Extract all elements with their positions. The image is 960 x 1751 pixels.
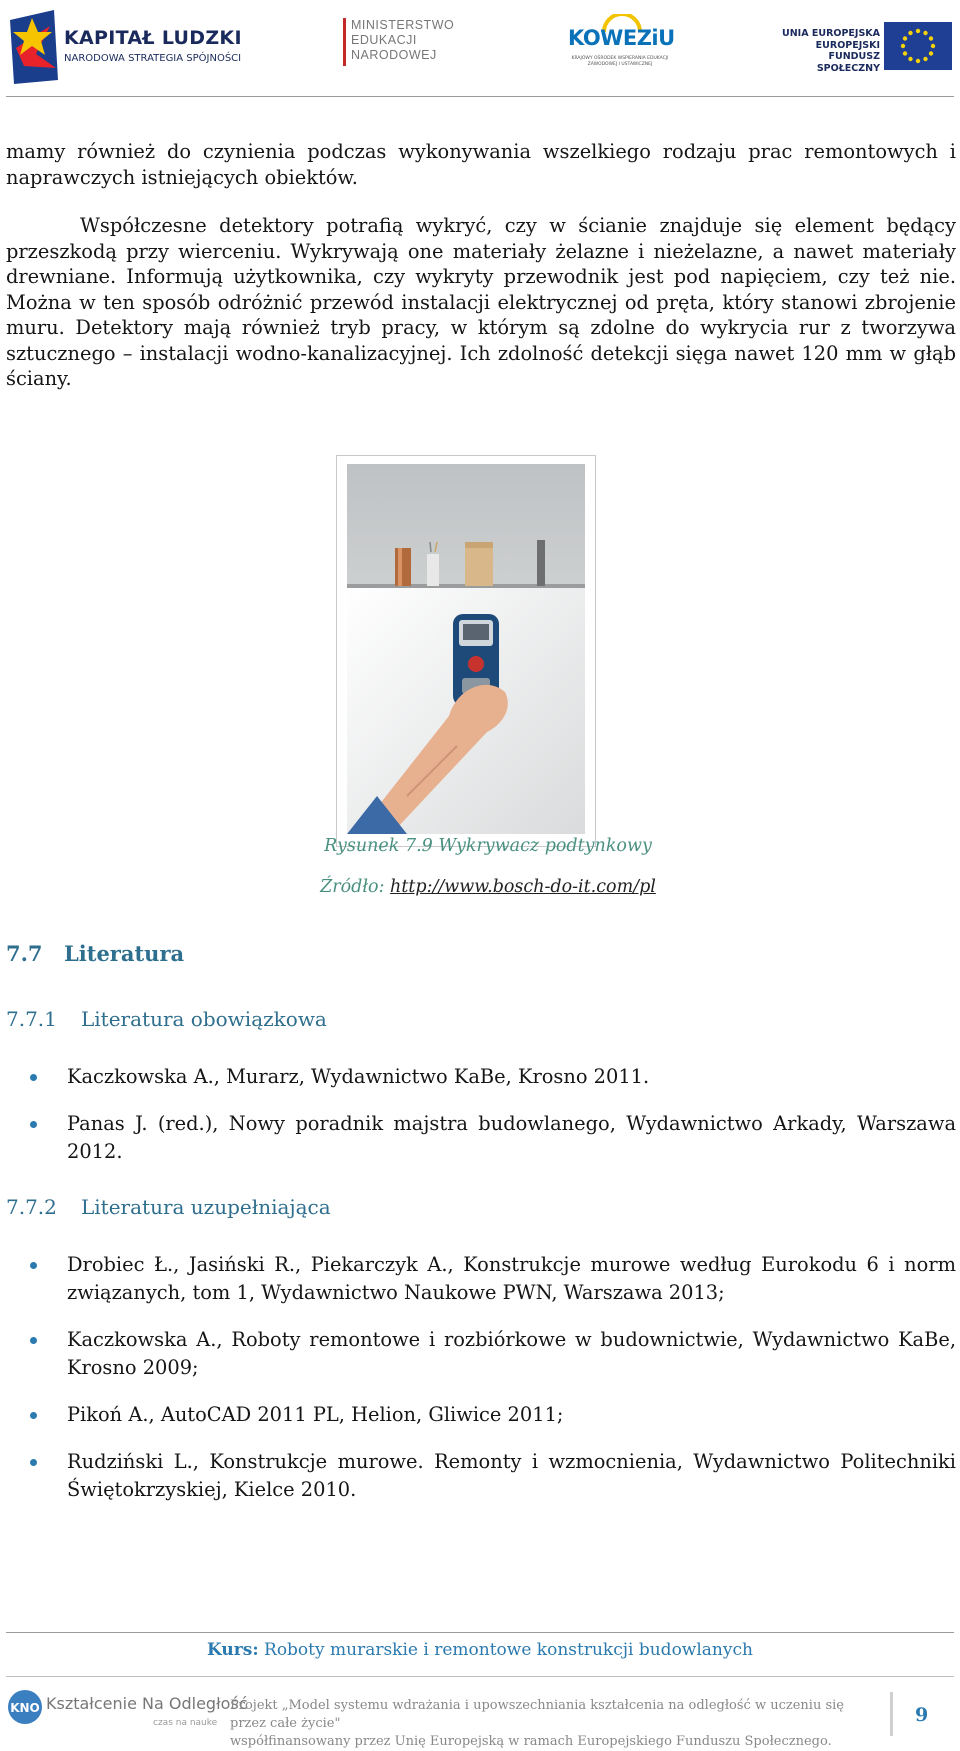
kno-logo-text: Kształcenie Na Odległość [46, 1694, 248, 1713]
source-label: Źródło: [320, 877, 391, 897]
list-item: Rudziński L., Konstrukcje murowe. Remonty i wzmocnienia, Wydawnictwo Politechniki Świętokrzyskiej, Kielce 2010. [6, 1448, 956, 1504]
project-line: Projekt „Model systemu wdrażania i upowszechniania kształcenia na odległość w uczeniu się przez całe życie" [230, 1698, 844, 1731]
ue-line: EUROPEJSKI [815, 39, 880, 51]
figure-frame [336, 455, 596, 847]
men-line: EDUKACJI [351, 33, 417, 47]
course-line [0, 1640, 960, 1660]
ue-line: UNIA EUROPEJSKA [782, 28, 880, 39]
header-divider [6, 96, 954, 97]
course-label: Kurs: [207, 1640, 259, 1660]
list-item: Kaczkowska A., Roboty remontowe i rozbiórkowe w budownictwie, Wydawnictwo KaBe, Krosno 2009; [6, 1326, 956, 1382]
course-name: Roboty murarskie i remontowe konstrukcji budowlanych [258, 1640, 753, 1660]
section-title: Literatura [64, 941, 185, 966]
paragraph [6, 139, 956, 190]
kno-logo-subtitle: czas na nauke [153, 1718, 218, 1728]
paragraph-text: Współczesne detektory potrafią wykryć, czy w ścianie znajduje się element będący przeszkodą przy wierceniu. Wykrywają one materiały żelazne i nieżelazne, a nawet materiały drewniane. Informują użytkownika, czy wykryty przewodnik jest pod napięciem, czy też nie. Można w ten sposób odróżnić przewód instalacji elektrycznej od pręta, który stanowi zbrojenie muru. Detektory mają również tryb pracy, w którym są zdolne do wykrycia rur z tworzywa sztucznego – instalacji wodno-kanalizacyjnej. Ich zdolność detekcji sięga nawet 120 mm w głąb ściany. [6, 214, 956, 390]
page-number: 9 [915, 1704, 929, 1726]
men-line: NARODOWEJ [351, 48, 437, 62]
eu-flag-icon [884, 22, 952, 70]
list-item: Pikoń A., AutoCAD 2011 PL, Helion, Gliwice 2011; [6, 1401, 956, 1429]
svg-text:KNO: KNO [10, 1701, 40, 1715]
ue-logo-text [768, 28, 880, 74]
footer-divider [6, 1632, 954, 1633]
subsection-heading [6, 1195, 331, 1219]
list-item: Panas J. (red.), Nowy poradnik majstra budowlanego, Wydawnictwo Arkady, Warszawa 2012. [6, 1110, 956, 1166]
subsection-title: Literatura obowiązkowa [81, 1007, 327, 1031]
list-item: Kaczkowska A., Murarz, Wydawnictwo KaBe, Krosno 2011. [6, 1063, 956, 1091]
kapital-ludzki-subtitle: NARODOWA STRATEGIA SPÓJNOŚCI [64, 53, 242, 64]
men-logo-text [351, 18, 454, 63]
figure-source [8, 877, 960, 897]
koweziu-logo-subtitle: KRAJOWY OŚRODEK WSPIERANIA EDUKACJI ZAWODOWEJ I USTAWICZNEJ [571, 56, 669, 67]
men-line: MINISTERSTWO [351, 18, 455, 32]
source-link[interactable]: http://www.bosch-do-it.com/pl [390, 877, 656, 897]
section-number: 7.7 [6, 941, 43, 966]
project-info [230, 1697, 870, 1751]
footer-divider-secondary [6, 1676, 954, 1677]
project-line: współfinansowany przez Unię Europejską w ramach Europejskiego Funduszu Społecznego. [230, 1734, 832, 1749]
paragraph [6, 213, 956, 392]
paragraph-text: mamy również do czynienia podczas wykonywania wszelkiego rodzaju prac remontowych i naprawczych istniejących obiektów. [6, 140, 956, 189]
page-header [0, 0, 960, 96]
page-number-separator [890, 1692, 893, 1736]
kapital-ludzki-title: KAPITAŁ LUDZKI [64, 27, 242, 49]
figure-caption: Rysunek 7.9 Wykrywacz podtynkowy [324, 836, 652, 856]
ue-line: FUNDUSZ SPOŁECZNY [816, 51, 880, 74]
section-heading [6, 941, 184, 966]
subsection-title: Literatura uzupełniająca [81, 1195, 331, 1219]
wall-detector-photo [337, 456, 595, 846]
subsection-number: 7.7.2 [6, 1195, 57, 1219]
supplementary-literature-list [6, 1251, 956, 1523]
kno-logo-icon [6, 1688, 44, 1726]
list-item: Drobiec Ł., Jasiński R., Piekarczyk A., Konstrukcje murowe według Eurokodu 6 i norm związanych, tom 1, Wydawnictwo Naukowe PWN, Warszawa 2013; [6, 1251, 956, 1307]
koweziu-logo-title: KOWEZiU [568, 26, 675, 50]
required-literature-list [6, 1063, 956, 1185]
men-logo-bar [343, 18, 348, 66]
subsection-heading [6, 1007, 327, 1031]
subsection-number: 7.7.1 [6, 1007, 57, 1031]
